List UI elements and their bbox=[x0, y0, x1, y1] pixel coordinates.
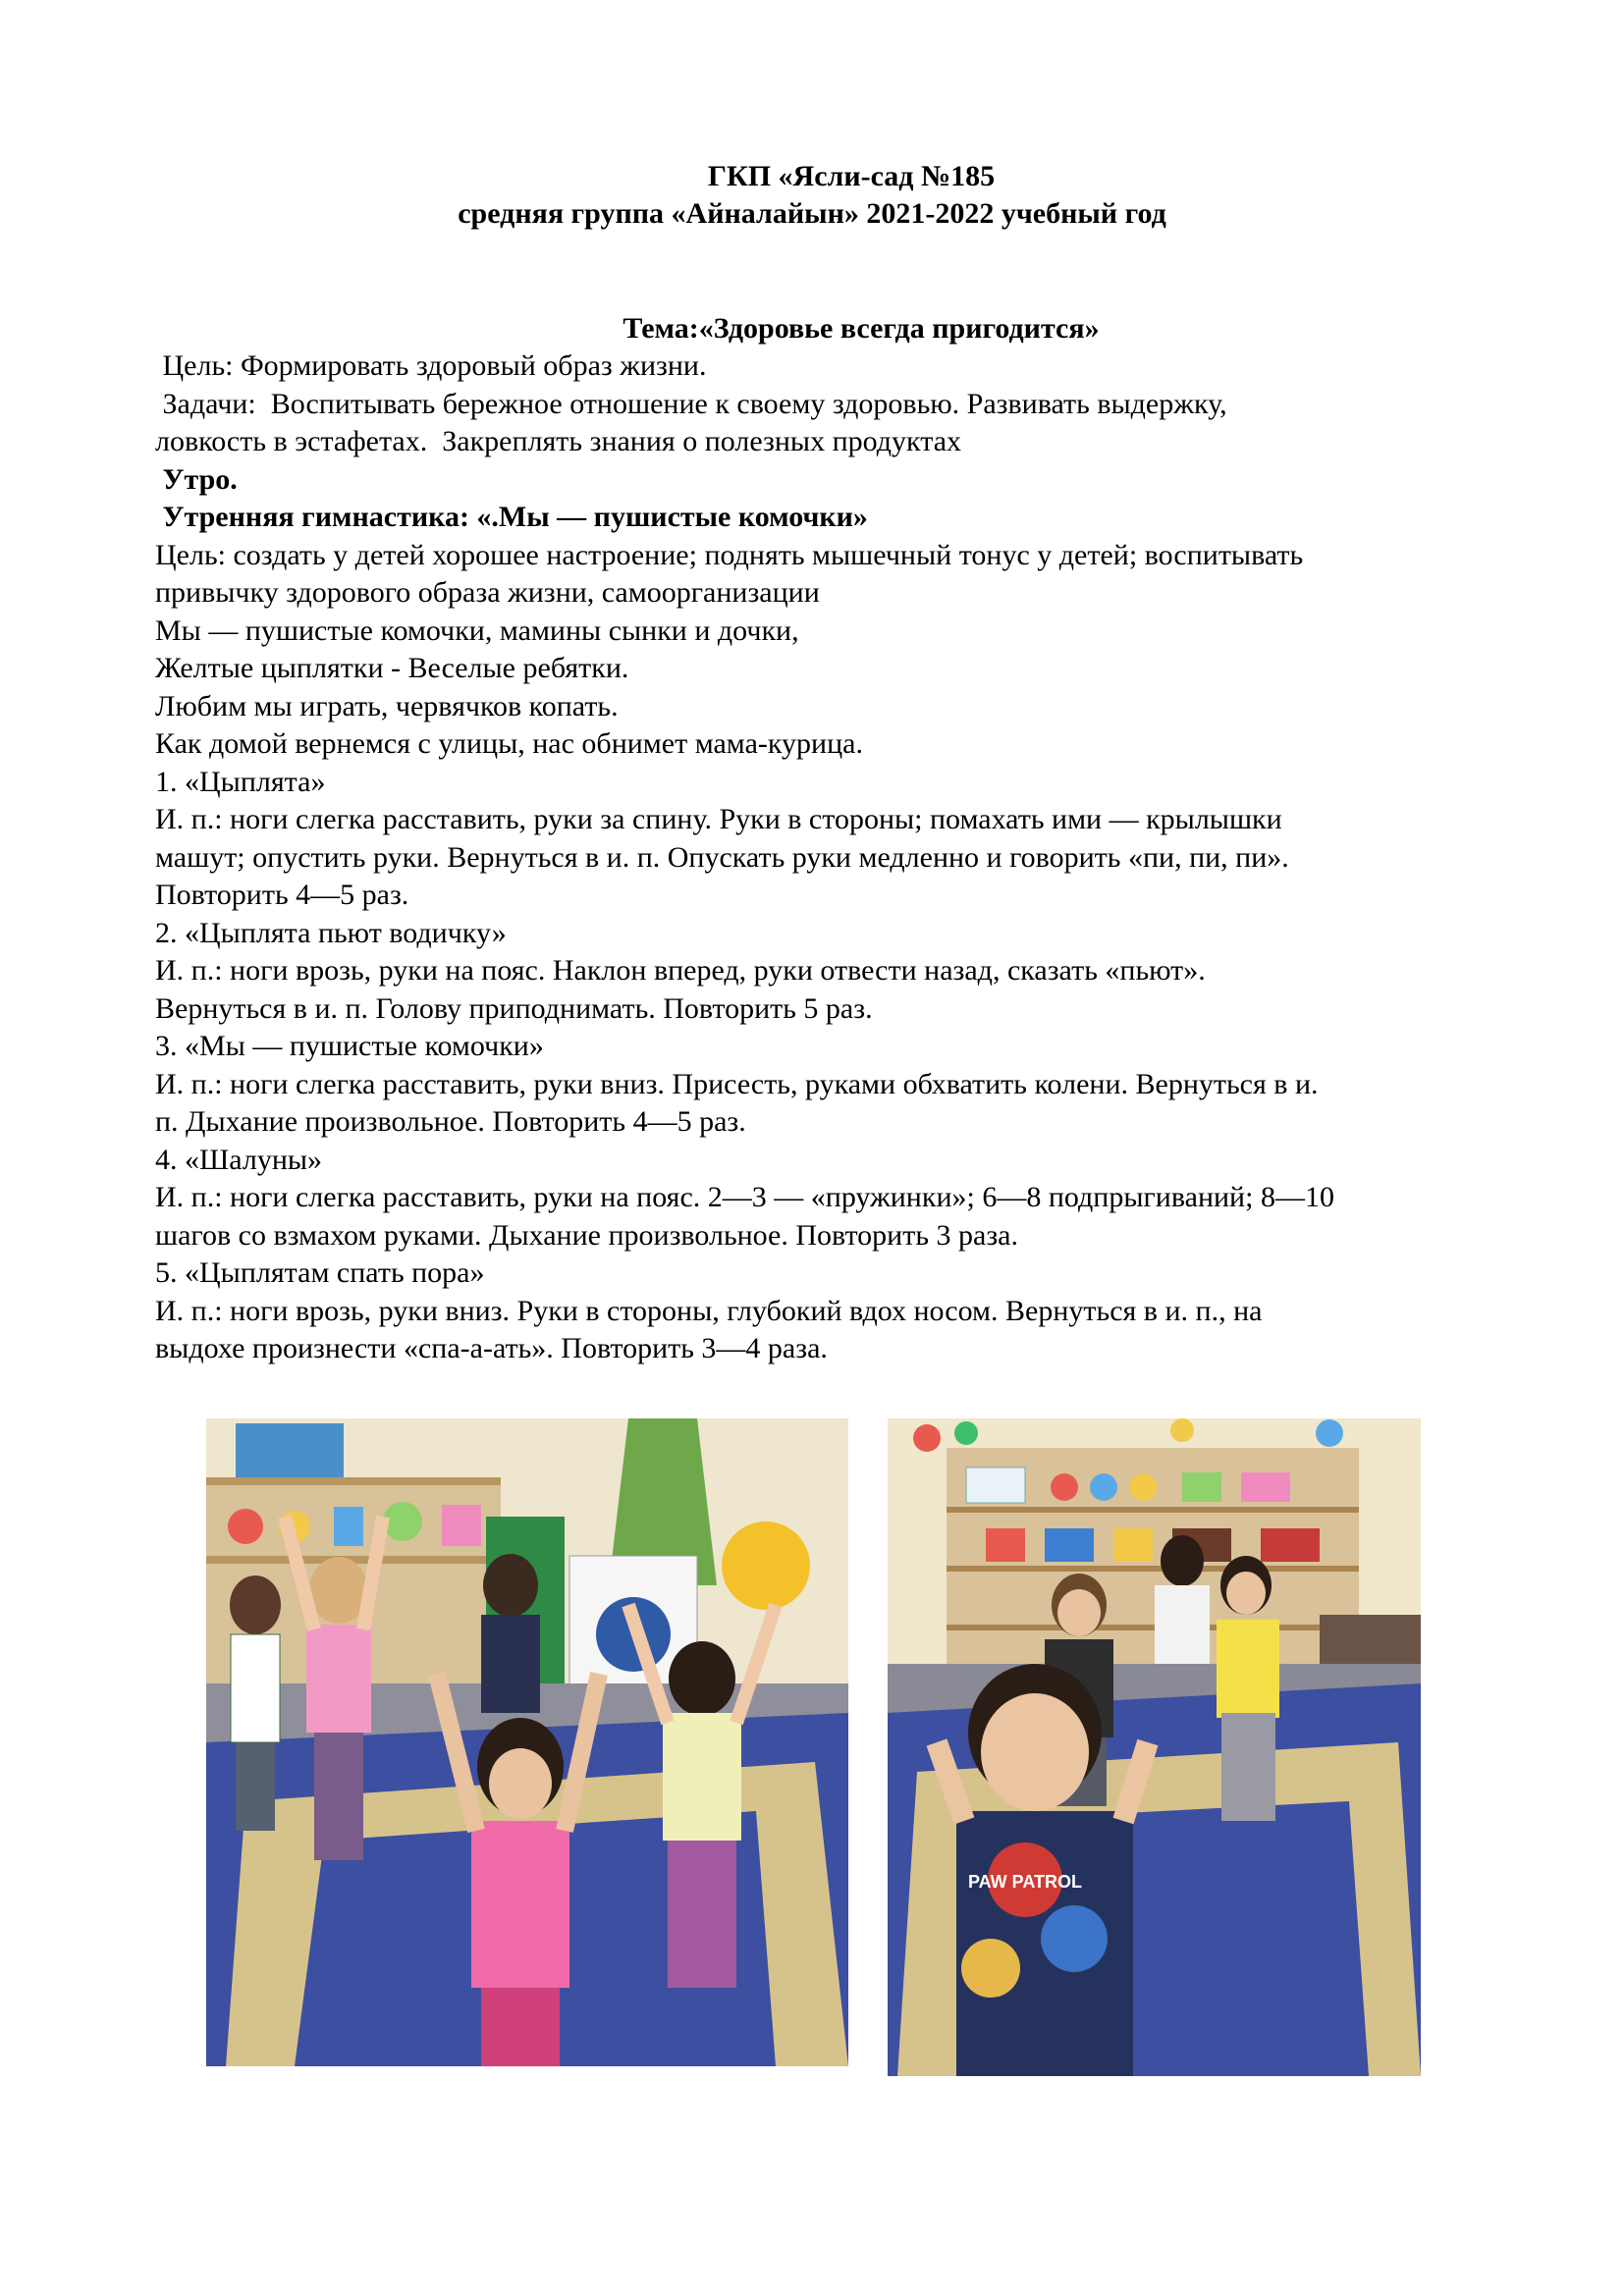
text-line: И. п.: ноги врозь, руки на пояс. Наклон вперед, руки отвести назад, сказать «пьют». bbox=[155, 954, 1206, 987]
text-line: привычку здорового образа жизни, самоорганизации bbox=[155, 576, 820, 609]
text-line: ловкость в эстафетах. Закреплять знания о полезных продуктах bbox=[155, 425, 962, 457]
text-line: 4. «Шалуны» bbox=[155, 1143, 323, 1176]
lesson-body bbox=[155, 347, 1510, 1368]
text-line: И. п.: ноги слегка расставить, руки вниз. Присесть, руками обхватить колени. Вернуться в и. bbox=[155, 1067, 1319, 1100]
text-line: И. п.: ноги слегка расставить, руки за спину. Руки в стороны; помахать ими — крылышки bbox=[155, 803, 1282, 835]
text-line: Цель: создать у детей хорошее настроение; поднять мышечный тонус у детей; воспитывать bbox=[155, 538, 1304, 571]
text-line: Утро. bbox=[155, 462, 238, 496]
text-line: Повторить 4—5 раз. bbox=[155, 879, 409, 911]
photo-girls-exercising bbox=[206, 1418, 848, 2066]
group-and-year: средняя группа «Айналайын» 2021-2022 учебный год bbox=[458, 197, 1166, 230]
kindergarten-name: ГКП «Ясли-сад №185 bbox=[707, 160, 996, 192]
text-line: Утренняя гимнастика: «.Мы — пушистые комочки» bbox=[155, 501, 868, 533]
text-line: 2. «Цыплята пьют водичку» bbox=[155, 916, 507, 949]
text-line: 5. «Цыплятам спать пора» bbox=[155, 1256, 485, 1289]
header-line-1 bbox=[0, 158, 1624, 195]
text-line: И. п.: ноги слегка расставить, руки на пояс. 2—3 — «пружинки»; 6—8 подпрыгиваний; 8—10 bbox=[155, 1181, 1334, 1213]
text-line: Как домой вернемся с улицы, нас обнимет мама-курица. bbox=[155, 727, 863, 760]
text-line: 3. «Мы — пушистые комочки» bbox=[155, 1030, 544, 1062]
text-line: Задачи: Воспитывать бережное отношение к своему здоровью. Развивать выдержку, bbox=[155, 387, 1227, 420]
text-line: шагов со взмахом руками. Дыхание произвольное. Повторить 3 раза. bbox=[155, 1218, 1018, 1252]
photo-boys-exercising bbox=[888, 1418, 1421, 2076]
text-line: И. п.: ноги врозь, руки вниз. Руки в стороны, глубокий вдох носом. Вернуться в и. п., на bbox=[155, 1294, 1263, 1327]
text-line: Желтые цыплятки - Веселые ребятки. bbox=[155, 652, 629, 684]
text-line: Мы — пушистые комочки, мамины сынки и дочки, bbox=[155, 614, 799, 647]
text-line: Вернуться в и. п. Голову приподнимать. Повторить 5 раз. bbox=[155, 991, 873, 1025]
text-line: выдохе произнести «спа-а-ать». Повторить 3—4 раза. bbox=[155, 1332, 828, 1364]
text-line: п. Дыхание произвольное. Повторить 4—5 раз. bbox=[155, 1105, 746, 1138]
text-line: машут; опустить руки. Вернуться в и. п. Опускать руки медленно и говорить «пи, пи, пи». bbox=[155, 840, 1289, 874]
text-line: Любим мы играть, червячков копать. bbox=[155, 689, 619, 722]
shirt-print-text: PAW PATROL bbox=[968, 1872, 1082, 1892]
text-line: Цель: Формировать здоровый образ жизни. bbox=[155, 349, 707, 382]
header-line-2 bbox=[0, 195, 1624, 233]
text-line: 1. «Цыплята» bbox=[155, 765, 326, 798]
lesson-theme: Тема:«Здоровье всегда пригодится» bbox=[623, 312, 1100, 345]
